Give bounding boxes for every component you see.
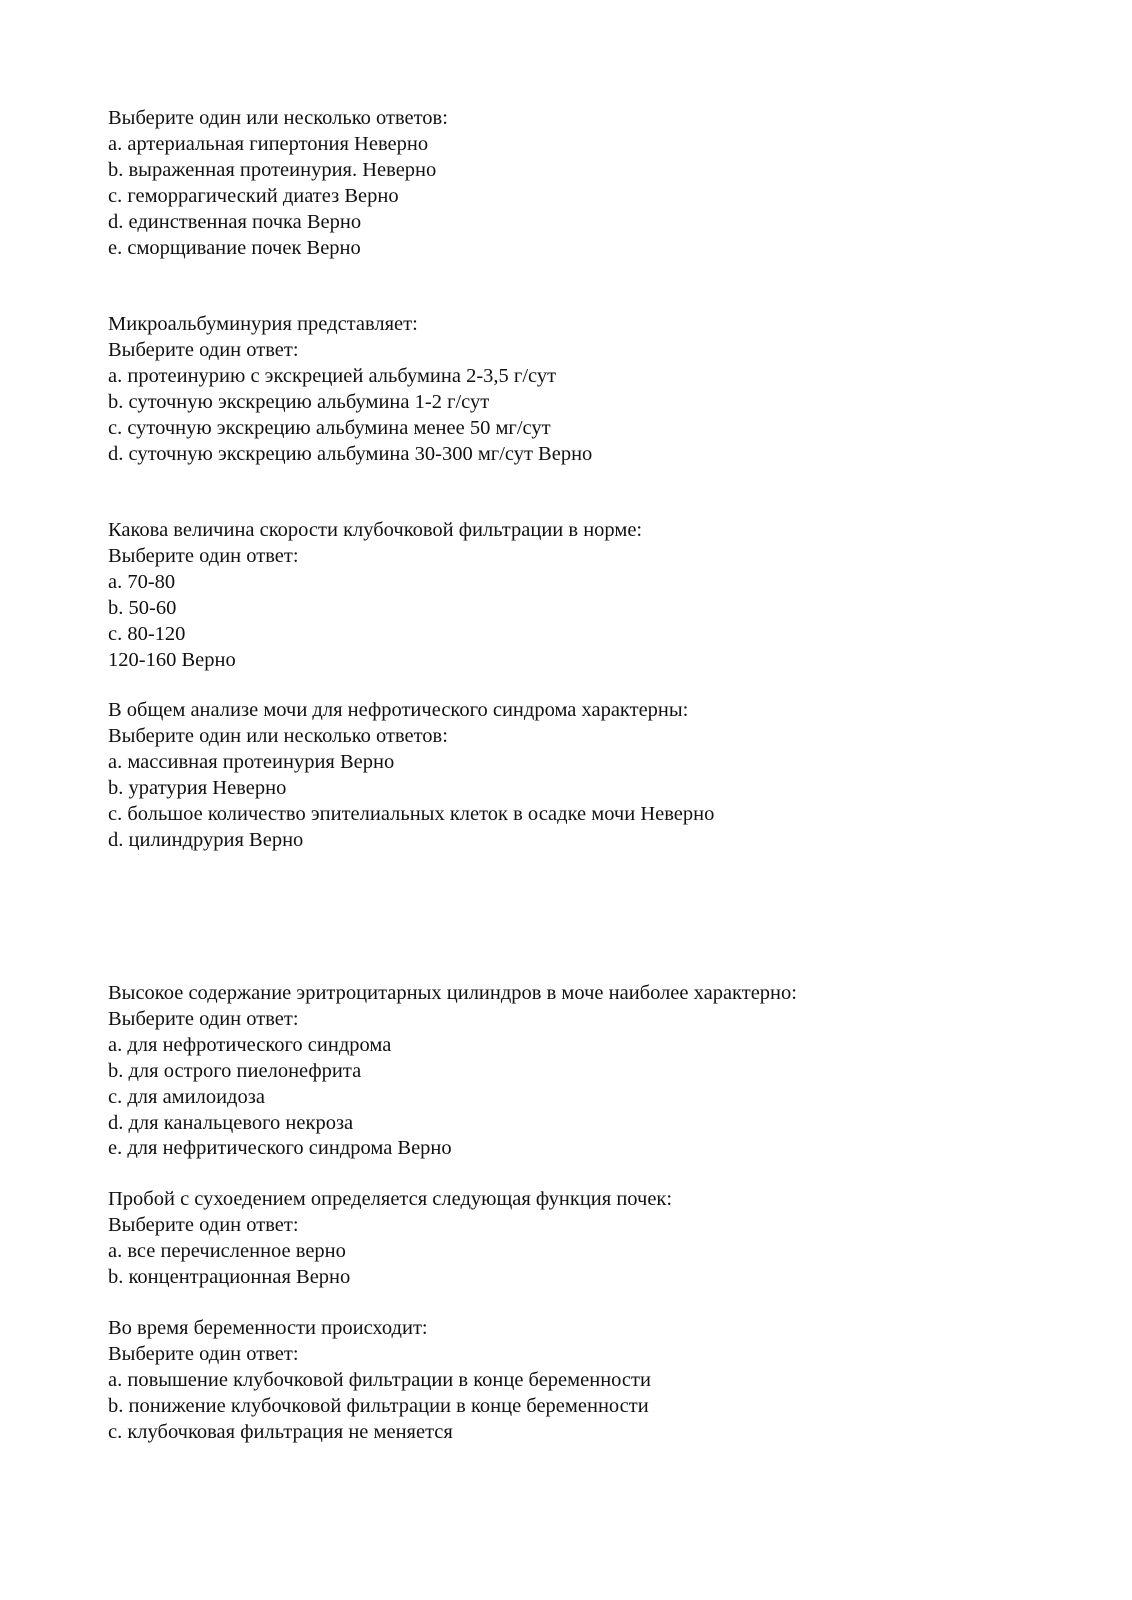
answer-option: a. для нефротического синдрома xyxy=(108,1033,392,1056)
answer-option: b. уратурия Неверно xyxy=(108,776,287,799)
instruction-line: Выберите один или несколько ответов: xyxy=(108,724,448,747)
question-block-3 xyxy=(108,518,642,673)
answer-option: a. артериальная гипертония Неверно xyxy=(108,132,429,155)
question-block-7 xyxy=(108,1316,651,1446)
answer-option: b. суточную экскрецию альбумина 1-2 г/сут xyxy=(108,390,490,413)
answer-option: d. цилиндрурия Верно xyxy=(108,828,304,851)
question-text: Высокое содержание эритроцитарных цилиндров в моче наиболее характерно: xyxy=(108,982,797,1004)
answer-option: b. для острого пиелонефрита xyxy=(108,1059,362,1082)
question-text: Во время беременности происходит: xyxy=(108,1317,428,1339)
answer-option: c. геморрагический диатез Верно xyxy=(108,184,399,207)
answer-option: b. концентрационная Верно xyxy=(108,1265,351,1288)
answer-option: a. протеинурию с экскрецией альбумина 2-3,5 г/сут xyxy=(108,364,557,387)
question-text: В общем анализе мочи для нефротического синдрома характерны: xyxy=(108,699,689,721)
instruction-line: Выберите один ответ: xyxy=(108,1007,299,1030)
question-block-1 xyxy=(108,106,448,261)
question-text: Пробой с сухоедением определяется следующая функция почек: xyxy=(108,1188,673,1210)
instruction-line: Выберите один или несколько ответов: xyxy=(108,107,448,129)
answer-option: d. для канальцевого некроза xyxy=(108,1111,354,1134)
question-block-4 xyxy=(108,698,714,853)
answer-option: b. выраженная протеинурия. Неверно xyxy=(108,158,437,181)
answer-option: a. массивная протеинурия Верно xyxy=(108,750,395,773)
answer-option: a. все перечисленное верно xyxy=(108,1239,346,1262)
answer-option: c. большое количество эпителиальных клеток в осадке мочи Неверно xyxy=(108,802,715,825)
answer-option: c. суточную экскрецию альбумина менее 50 мг/сут xyxy=(108,416,551,439)
question-block-6 xyxy=(108,1187,672,1291)
answer-option: c. для амилоидоза xyxy=(108,1085,265,1108)
instruction-line: Выберите один ответ: xyxy=(108,1213,299,1236)
instruction-line: Выберите один ответ: xyxy=(108,544,299,567)
question-block-5 xyxy=(108,981,797,1162)
answer-option: 120-160 Верно xyxy=(108,648,236,671)
question-block-2 xyxy=(108,312,592,467)
question-text: Какова величина скорости клубочковой фильтрации в норме: xyxy=(108,519,643,541)
answer-option: e. сморщивание почек Верно xyxy=(108,236,361,259)
answer-option: a. повышение клубочковой фильтрации в конце беременности xyxy=(108,1368,651,1391)
answer-option: b. понижение клубочковой фильтрации в конце беременности xyxy=(108,1394,649,1417)
answer-option: c. 80-120 xyxy=(108,622,186,645)
answer-option: b. 50-60 xyxy=(108,596,177,619)
instruction-line: Выберите один ответ: xyxy=(108,1342,299,1365)
answer-option: d. суточную экскрецию альбумина 30-300 мг/сут Верно xyxy=(108,442,593,465)
answer-option: c. клубочковая фильтрация не меняется xyxy=(108,1420,453,1443)
instruction-line: Выберите один ответ: xyxy=(108,338,299,361)
answer-option: a. 70-80 xyxy=(108,570,176,593)
answer-option: d. единственная почка Верно xyxy=(108,210,362,233)
question-text: Микроальбуминурия представляет: xyxy=(108,313,418,335)
answer-option: e. для нефритического синдрома Верно xyxy=(108,1137,452,1160)
